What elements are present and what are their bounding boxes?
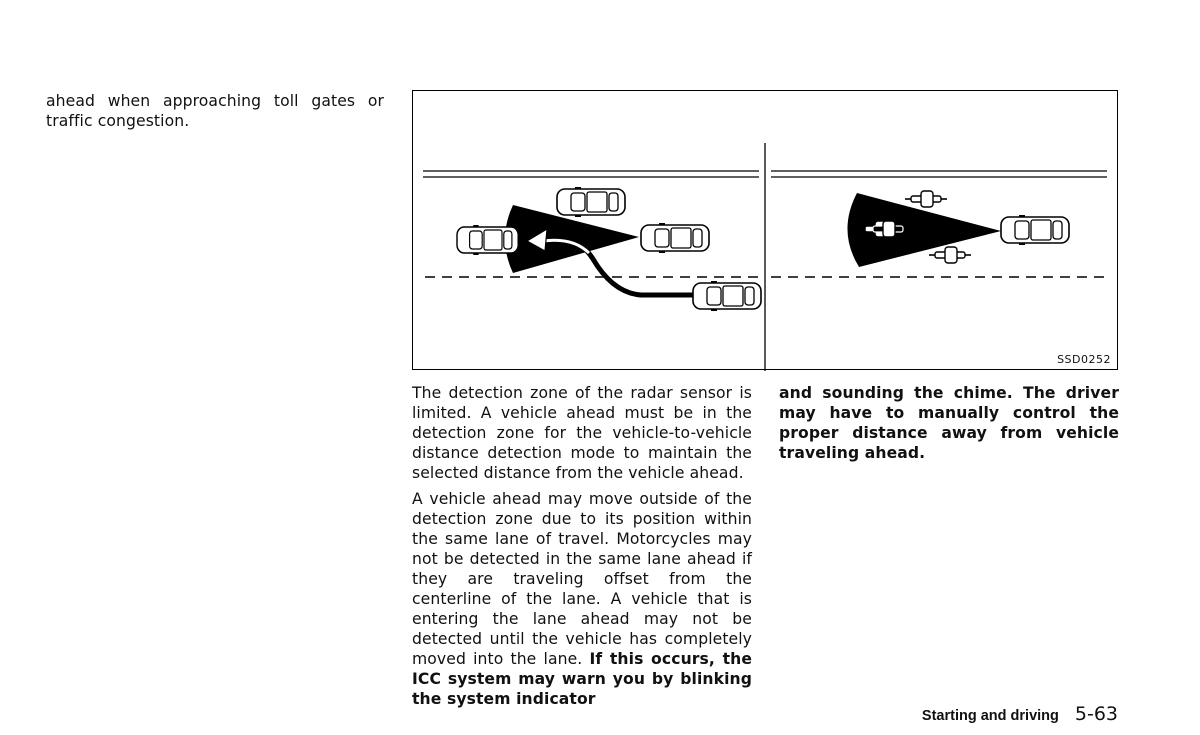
warning-text: If this occurs, the ICC system may warn you by blinking the system indicator bbox=[412, 650, 752, 708]
middle-paragraph-1: The detection zone of the radar sensor is limited. A vehicle ahead must be in the detection zone for the vehicle-to-vehicle distance detection mode to maintain the selected distance from the vehicle ahead. bbox=[412, 384, 752, 482]
middle-paragraph-2-text: A vehicle ahead may move outside of the detection zone due to its position within the same lane of travel. Motorcycles may not be detected in the same lane ahead if they are traveling offset from the centerline of the lane. A vehicle that is entering the lane ahead may not be detected until the vehicle has completely moved into the lane. bbox=[412, 490, 752, 668]
middle-column bbox=[412, 383, 752, 715]
page-number: 5-63 bbox=[1074, 703, 1118, 725]
left-column bbox=[46, 91, 384, 137]
right-column bbox=[779, 383, 1119, 469]
section-name: Starting and driving bbox=[921, 708, 1059, 724]
left-paragraph: ahead when approaching toll gates or traffic congestion. bbox=[46, 92, 384, 130]
radar-detection-figure bbox=[412, 90, 1118, 370]
figure-code: SSD0252 bbox=[1057, 353, 1111, 366]
road-diagram bbox=[413, 91, 1119, 371]
middle-paragraph-2 bbox=[412, 489, 752, 709]
right-paragraph: and sounding the chime. The driver may have to manually control the proper distance away from vehicle traveling ahead. bbox=[779, 384, 1119, 462]
page-footer bbox=[922, 703, 1118, 725]
